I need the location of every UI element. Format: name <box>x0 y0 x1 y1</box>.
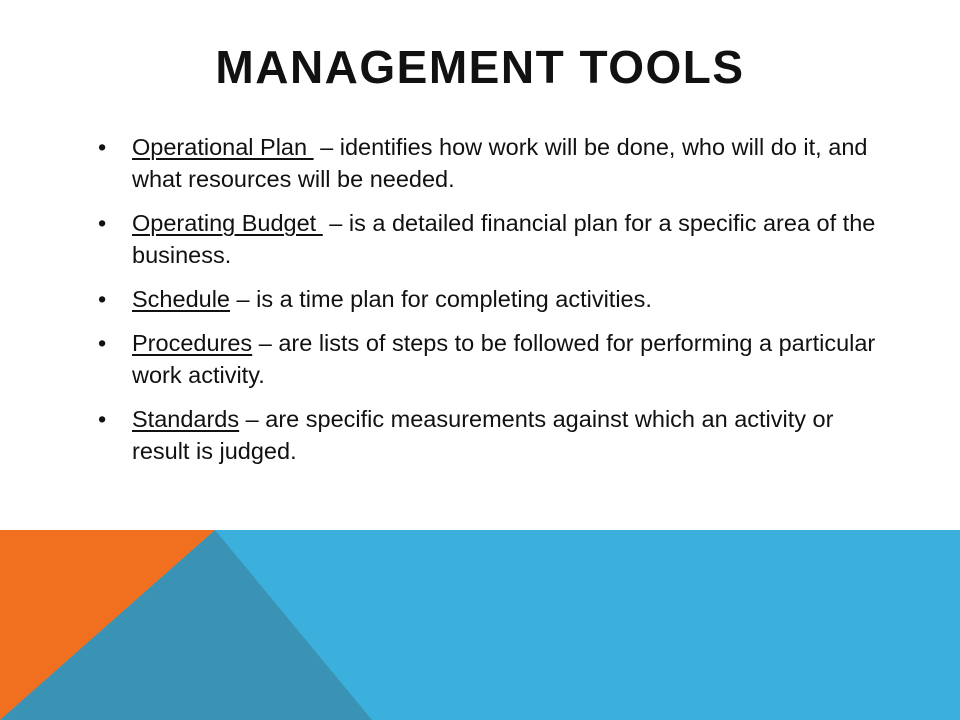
bullet-dot-icon: • <box>98 134 107 160</box>
bullet-dot-icon: • <box>98 406 107 432</box>
bullet-dash: – <box>230 286 257 312</box>
bullet-text: are specific measurements against which an activity or result is judged. <box>132 406 834 464</box>
bullet-text: are lists of steps to be followed for performing a particular work activity. <box>132 330 876 388</box>
bullet-dot-icon: • <box>98 330 107 356</box>
bullet-term: Standards <box>132 406 240 432</box>
bullet-term: Schedule <box>132 286 230 312</box>
bullet-operational-plan <box>98 131 878 195</box>
bullet-procedures <box>98 327 878 391</box>
slide-title: MANAGEMENT TOOLS <box>215 41 745 93</box>
bullet-term: Operational Plan <box>132 134 314 160</box>
bullet-schedule <box>98 283 878 315</box>
bullet-dash: – <box>239 406 266 432</box>
bullet-list <box>98 131 878 479</box>
bullet-dash: – <box>313 134 340 160</box>
bullet-term: Procedures <box>132 330 253 356</box>
bullet-dot-icon: • <box>98 210 107 236</box>
bullet-dot-icon: • <box>98 286 107 312</box>
bullet-text: identifies how work will be done, who will do it, and what resources will be needed. <box>132 134 868 192</box>
bullet-text: is a detailed financial plan for a specific area of the business. <box>132 210 876 268</box>
bullet-term: Operating Budget <box>132 210 323 236</box>
bullet-text: is a time plan for completing activities. <box>256 286 652 312</box>
bullet-operating-budget <box>98 207 878 271</box>
bullet-dash: – <box>322 210 349 236</box>
bullet-dash: – <box>252 330 279 356</box>
bullet-standards <box>98 403 878 467</box>
decorative-shapes <box>0 530 960 720</box>
